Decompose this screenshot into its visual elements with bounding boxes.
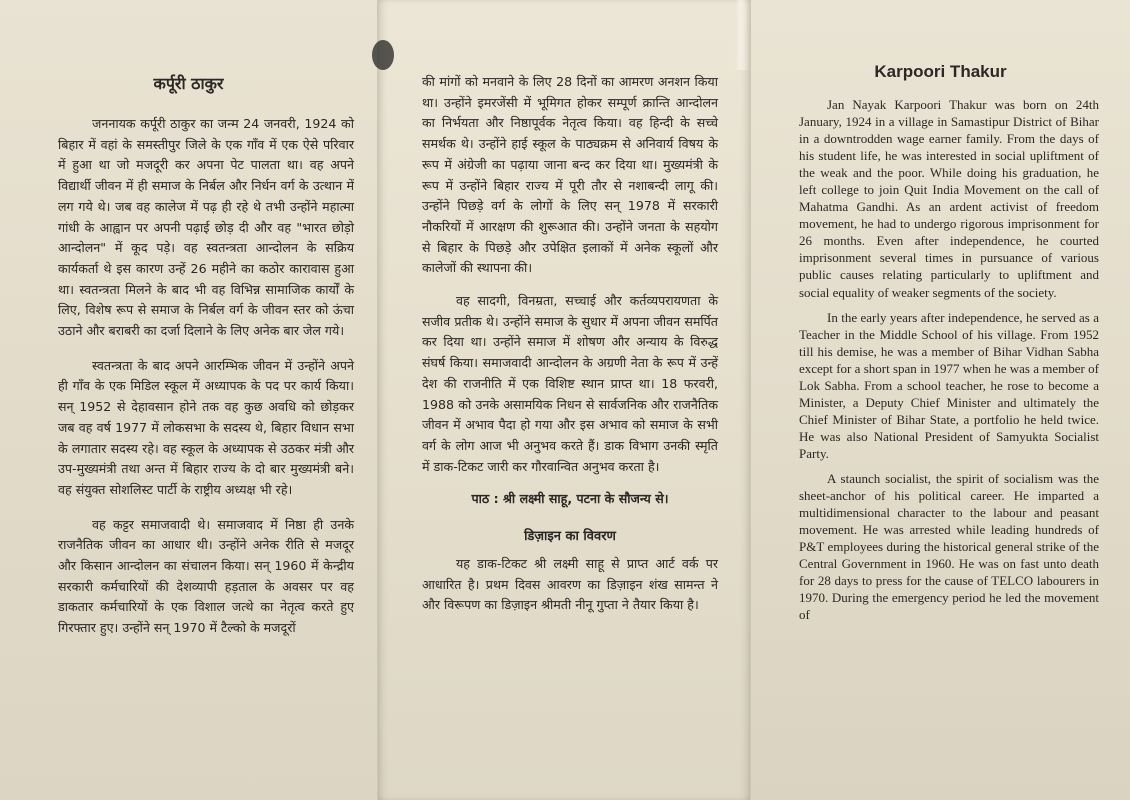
text-credit: पाठ : श्री लक्ष्मी साहू, पटना के सौजन्य से। bbox=[471, 491, 669, 507]
design-details-text: यह डाक-टिकट श्री लक्ष्मी साहू से प्राप्त आर्ट वर्क पर आधारित है। प्रथम दिवस आवरण का डिज़ाइन शंख सामन्त ने और विरूपण का डिज़ाइन श्रीमती नीनू गुप्ता ने तैयार किया है। bbox=[422, 556, 718, 613]
left-paragraph-2: स्वतन्त्रता के बाद अपने आरम्भिक जीवन में उन्होंने अपने ही गाँव के एक मिडिल स्कूल में अध्यापक के पद पर कार्य किया। सन् 1952 से देहावसान होने तक वह कुछ अवधि को छोड़कर जब वह वर्ष 1977 में लोकसभा के सदस्य थे, बिहार विधान सभा के लगातार सदस्य रहे। वह स्कूल के अध्यापक से उठकर मंत्री और उप-मुख्यमंत्री तथा अन्त में बिहार राज्य के दो बार मुख्यमंत्री बने। वह संयुक्त सोशलिस्ट पार्टी के राष्ट्रीय अध्यक्ष भी रहे। bbox=[58, 357, 354, 497]
english-title: Karpoori Thakur bbox=[874, 62, 1007, 81]
middle-paragraph-2: वह सादगी, विनम्रता, सच्चाई और कर्तव्यपरायणता के सजीव प्रतीक थे। उन्होंने समाज के सुधार में अपना जीवन समर्पित कर दिया था। उन्होंने समाज में शोषण और अन्याय के विरुद्ध संघर्ष किया। समाजवादी आन्दोलन के अग्रणी नेता के रूप में उन्हें देश की राजनीति में एक विशिष्ट स्थान प्राप्त था। 18 फरवरी, 1988 को उनके असामयिक निधन से सार्वजनिक और राजनैतिक जीवन में अभाव पैदा हो गया और इस अभाव को समाज के सभी वर्ग के लोग आज भी अनुभव करते हैं। डाक विभाग उनकी स्मृति में डाक-टिकट जारी कर गौरवान्वित अनुभव करता है। bbox=[422, 293, 718, 474]
punch-hole bbox=[372, 40, 394, 70]
left-paragraph-3: वह कट्टर समाजवादी थे। समाजवाद में निष्ठा ही उनके राजनैतिक जीवन का आधार थी। उन्होंने अनेक रीति से मजदूर और किसान आन्दोलन का संचालन किया। सन् 1960 में केन्द्रीय सरकारी कर्मचारियों की देशव्यापी हड़ताल के अवसर पर वह डाकतार कर्मचारियों के एक विशाल जत्थे का नेतृत्व करते हुए गिरफ्तार हुए। उन्होंने सन् 1970 में टैल्को के मजदूरों bbox=[58, 516, 354, 636]
right-body-text bbox=[799, 96, 1099, 631]
left-panel-hindi bbox=[0, 0, 378, 800]
hindi-title: कर्पूरी ठाकुर bbox=[153, 74, 224, 93]
paper-tear bbox=[735, 0, 749, 70]
middle-body-text bbox=[422, 72, 718, 628]
right-paragraph-2: In the early years after independence, he served as a Teacher in the Middle School of his village. From 1952 till his demise, he was a member of Bihar Vidhan Sabha except for a short span in 1977 when he was a member of Lok Sabha. From a school teacher, he rose to become a Minister, a Deputy Chief Minister and ultimately the Chief Minister of Bihar State, a portfolio he held twice. He was also National President of Samyukta Socialist Party. bbox=[799, 309, 1099, 461]
right-panel-english bbox=[750, 0, 1130, 800]
middle-panel-hindi bbox=[378, 0, 750, 800]
right-paragraph-3: A staunch socialist, the spirit of socialism was the sheet-anchor of his political career. He imparted a multidimensional character to the labour and peasant movement. He was arrested while leading hundreds of P&T employees during the historical general strike of the Central Government in 1960. He was on fast unto death for 28 days to press for the cause of TELCO labourers in 1970. During the emergency period he led the movement of bbox=[799, 470, 1099, 623]
left-paragraph-1: जननायक कर्पूरी ठाकुर का जन्म 24 जनवरी, 1924 को बिहार में वहां के समस्तीपुर जिले के एक गाँव में एक ऐसे परिवार में हुआ था जो मजदूरी कर अपना पेट पालता था। वह अपने विद्यार्थी जीवन में ही समाज के निर्बल और निर्धन वर्ग के उत्थान में लग गये थे। जब वह कालेज में पढ़ ही रहे थे तभी उन्होंने महात्मा गांधी के आह्वान पर अपनी पढ़ाई छोड़ दी और वह "भारत छोड़ो आन्दोलन" में कूद पड़े। वह स्वतन्त्रता आन्दोलन के सक्रिय कार्यकर्ता थे इस कारण उन्हें 26 महीने का कठोर कारावास हुआ था। स्वतन्त्रता मिलने के बाद भी वह विभिन्न सामाजिक कार्यों के लिए, विशेष रूप से समाज के निर्बल वर्ग के जीवन स्तर को ऊंचा उठाने और बराबरी का दर्जा दिलाने के लिए अनेक बार जेल गये। bbox=[58, 116, 354, 339]
left-body-text bbox=[58, 114, 354, 653]
middle-paragraph-1: की मांगों को मनवाने के लिए 28 दिनों का आमरण अनशन किया था। उन्होंने इमरजेंसी में भूमिगत होकर सम्पूर्ण क्रान्ति आन्दोलन का निर्भयता और निष्ठापूर्वक नेतृत्व किया। वह हिन्दी के सच्चे समर्थक थे। उन्होंने हाई स्कूल के पाठ्यक्रम से अनिवार्य विषय के रूप में अंग्रेजी का पढ़ाया जाना बन्द कर दिया था। मुख्यमंत्री के रूप में उन्होंने बिहार राज्य में पूरी तौर से नशाबन्दी लागू की। उन्होंने पिछड़े वर्ग के लोगों के लिए सन् 1978 में सरकारी नौकरियों में आरक्षण की शुरूआत की। उन्होंने जनता के सहयोग से बिहार के पिछड़े और उपेक्षित इलाकों में अनेक स्कूलों और कालेजों की स्थापना की। bbox=[422, 74, 718, 276]
design-details-heading: डिज़ाइन का विवरण bbox=[524, 529, 616, 545]
right-paragraph-1: Jan Nayak Karpoori Thakur was born on 24th January, 1924 in a village in Samastipur District of Bihar in a downtrodden wage earner family. From the days of his student life, he was interested in social upliftment of the weak and the poor. While doing his graduation, he left college to join Quit India Movement on the call of Mahatma Gandhi. As an ardent activist of freedom movement, he had to undergo rigorous imprisonment for 26 months. Even after independence, he courted imprisonment several times in pursuance of various public causes relating particularly to upliftment and social equality of weaker segments of the society. bbox=[799, 97, 1099, 300]
